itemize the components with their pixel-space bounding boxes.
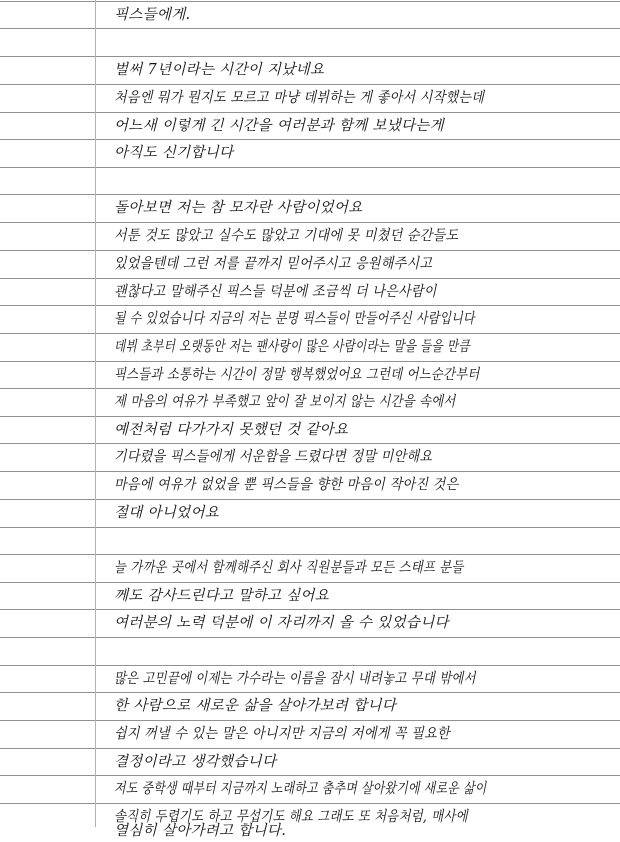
ruled-line	[0, 443, 620, 444]
letter-line: 있었을텐데 그런 저를 끝까지 믿어주시고 응원해주시고	[114, 256, 433, 272]
ruled-line	[0, 748, 620, 749]
ruled-line	[0, 28, 620, 29]
margin-line	[95, 0, 96, 827]
letter-line: 처음엔 뭐가 뭔지도 모르고 마냥 데뷔하는 게 좋아서 시작했는데	[114, 90, 485, 106]
ruled-line	[0, 167, 620, 168]
ruled-line	[0, 637, 620, 638]
ruled-line	[0, 609, 620, 610]
ruled-line	[0, 499, 620, 500]
letter-line: 결정이라고 생각했습니다	[114, 754, 277, 770]
letter-line: 저도 중학생 때부터 지금까지 노래하고 춤추며 살아왔기에 새로운 삶이	[114, 781, 487, 797]
letter-line: 벌써 7년이라는 시간이 지났네요	[114, 62, 325, 78]
ruled-line	[0, 720, 620, 721]
letter-closing-line: 열심히 살아가려고 합니다.	[114, 823, 287, 839]
letter-line: 괜찮다고 말해주신 픽스들 덕분에 조금씩 더 나은사람이	[114, 284, 437, 300]
ruled-line	[0, 665, 620, 666]
letter-line: 한 사람으로 새로운 삶을 살아가보려 합니다	[114, 698, 397, 714]
ruled-line	[0, 194, 620, 195]
letter-line: 늘 가까운 곳에서 함께해주신 회사 직원분들과 모든 스태프 분들	[114, 560, 464, 576]
letter-line: 여러분의 노력 덕분에 이 자리까지 올 수 있었습니다	[114, 615, 449, 631]
letter-line: 많은 고민끝에 이제는 가수라는 이름을 잠시 내려놓고 무대 밖에서	[114, 671, 476, 687]
letter-line: 제 마음의 여유가 부족했고 앞이 잘 보이지 않는 시간을 속에서	[114, 394, 456, 410]
letter-line: 솔직히 두렵기도 하고 무섭기도 해요 그래도 또 처음처럼, 매사에	[114, 809, 468, 825]
letter-line: 픽스들과 소통하는 시간이 정말 행복했었어요 그런데 어느순간부터	[114, 367, 480, 383]
letter-salutation: 픽스들에게.	[114, 7, 191, 23]
letter-line: 아직도 신기합니다	[114, 145, 234, 161]
ruled-line	[0, 84, 620, 85]
ruled-line	[0, 416, 620, 417]
ruled-line	[0, 361, 620, 362]
ruled-line	[0, 582, 620, 583]
letter-line: 마음에 여유가 없었을 뿐 픽스들을 향한 마음이 작아진 것은	[114, 477, 459, 493]
ruled-line	[0, 250, 620, 251]
letter-line: 어느새 이렇게 긴 시간을 여러분과 함께 보냈다는게	[114, 118, 444, 134]
ruled-line	[0, 278, 620, 279]
letter-line: 기다렸을 픽스들에게 서운함을 드렸다면 정말 미안해요	[114, 449, 433, 465]
letter-line: 서툰 것도 많았고 실수도 많았고 기대에 못 미쳤던 순간들도	[114, 228, 459, 244]
ruled-line	[0, 112, 620, 113]
ruled-line	[0, 305, 620, 306]
ruled-line	[0, 139, 620, 140]
letter-line: 데뷔 초부터 오랫동안 저는 팬사랑이 많은 사람이라는 말을 들을 만큼	[114, 339, 470, 355]
ruled-line	[0, 527, 620, 528]
letter-line: 돌아보면 저는 참 모자란 사람이었어요	[114, 200, 363, 216]
ruled-line	[0, 388, 620, 389]
ruled-line	[0, 222, 620, 223]
letter-line: 예전처럼 다가가지 못했던 것 같아요	[114, 422, 349, 438]
ruled-line	[0, 56, 620, 57]
letter-line: 될 수 있었습니다 지금의 저는 분명 픽스들이 만들어주신 사람입니다	[114, 311, 475, 327]
ruled-line	[0, 554, 620, 555]
ruled-line	[0, 692, 620, 693]
ruled-line	[0, 333, 620, 334]
letter-line: 께도 감사드린다고 말하고 싶어요	[114, 588, 330, 604]
ruled-line	[0, 803, 620, 804]
ruled-line	[0, 471, 620, 472]
ruled-line	[0, 1, 620, 2]
ruled-line	[0, 775, 620, 776]
letter-line: 쉽지 꺼낼 수 있는 말은 아니지만 지금의 저에게 꼭 필요한	[114, 726, 450, 742]
letter-line: 절대 아니었어요	[114, 505, 220, 521]
